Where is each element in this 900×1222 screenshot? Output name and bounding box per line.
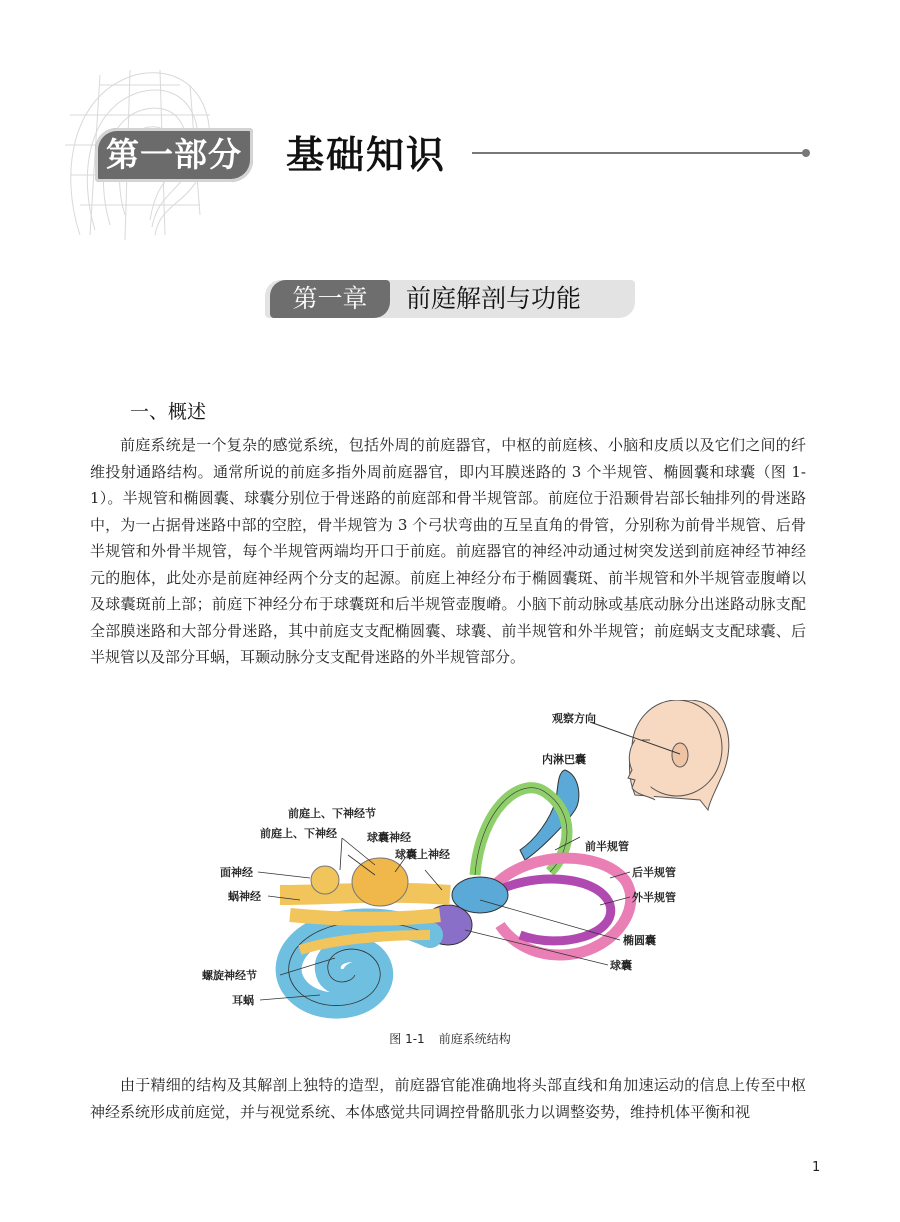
- label-vestibular-nerves: 前庭上、下神经: [260, 827, 337, 840]
- part-title: 基础知识: [286, 133, 447, 177]
- label-cochlear-nerve: 蜗神经: [228, 890, 261, 903]
- body-paragraph: 前庭系统是一个复杂的感觉系统，包括外周的前庭器官，中枢的前庭核、小脑和皮质以及它们之间的纤维投射通路结构。通常所说的前庭多指外周前庭器官，即内耳膜迷路的 3 个半规管、椭圆囊和球囊（图 1-1）。半规管和椭圆囊、球囊分别位于骨迷路的前庭部和骨半规管部。前庭位于沿颞骨岩部长轴排列的骨迷路中，为一占据骨迷路中部的空腔，骨半规管为 3 个弓状弯曲的互呈直角的骨管，分别称为前骨半规管、后骨半规管和外骨半规管，每个半规管两端均开口于前庭。前庭器官的神经冲动通过树突发送到前庭神经节神经元的胞体，此处亦是前庭神经两个分支的起源。前庭上神经分布于椭圆囊斑、前半规管和外半规管壶腹嵴以及球囊斑前上部；前庭下神经分布于球囊斑和后半规管壶腹嵴。小脑下前动脉或基底动脉分出迷路动脉支配全部膜迷路和大部分骨迷路，其中前庭支支配椭圆囊、球囊、前半规管和外半规管；前庭蜗支支配球囊、后半规管以及部分耳蜗，耳颞动脉分支支配骨迷路的外半规管部分。: [90, 436, 806, 666]
- label-vestibular-ganglion: 前庭上、下神经节: [288, 807, 376, 820]
- label-cochlea: 耳蜗: [232, 994, 254, 1007]
- section-heading: 一、概述: [130, 401, 207, 423]
- label-saccular-nerve: 球囊神经: [367, 831, 411, 844]
- figure-caption-text: 前庭系统结构: [438, 1032, 511, 1046]
- label-facial-nerve: 面神经: [220, 866, 253, 879]
- part-badge: 第一部分: [95, 128, 253, 182]
- label-view-direction: 观察方向: [552, 712, 596, 725]
- label-lateral-canal: 外半规管: [632, 891, 676, 904]
- title-rule: [472, 152, 806, 154]
- label-endolymphatic-sac: 内淋巴囊: [542, 753, 586, 766]
- label-superior-saccular-nerve: 球囊上神经: [395, 848, 450, 861]
- label-saccule: 球囊: [610, 959, 632, 972]
- label-posterior-canal: 后半规管: [632, 866, 676, 879]
- chapter-title: 前庭解剖与功能: [406, 284, 582, 313]
- label-spiral-ganglion: 螺旋神经节: [202, 969, 257, 982]
- head-illustration: [590, 700, 729, 810]
- label-anterior-canal: 前半规管: [585, 840, 629, 853]
- page-number: 1: [812, 1160, 821, 1175]
- vestibular-system-figure: [180, 700, 730, 1020]
- body-paragraph: 由于精细的结构及其解剖上独特的造型，前庭器官能准确地将头部直线和角加速运动的信息上传至中枢神经系统形成前庭觉，并与视觉系统、本体感觉共同调控骨骼肌张力以调整姿势，维持机体平衡和视: [90, 1076, 806, 1121]
- figure-caption-number: 图 1-1: [389, 1032, 425, 1046]
- figure-caption: [0, 1030, 900, 1047]
- chapter-badge: 第一章: [270, 280, 390, 318]
- title-rule-dot: [802, 149, 810, 157]
- label-utricle: 椭圆囊: [623, 934, 656, 947]
